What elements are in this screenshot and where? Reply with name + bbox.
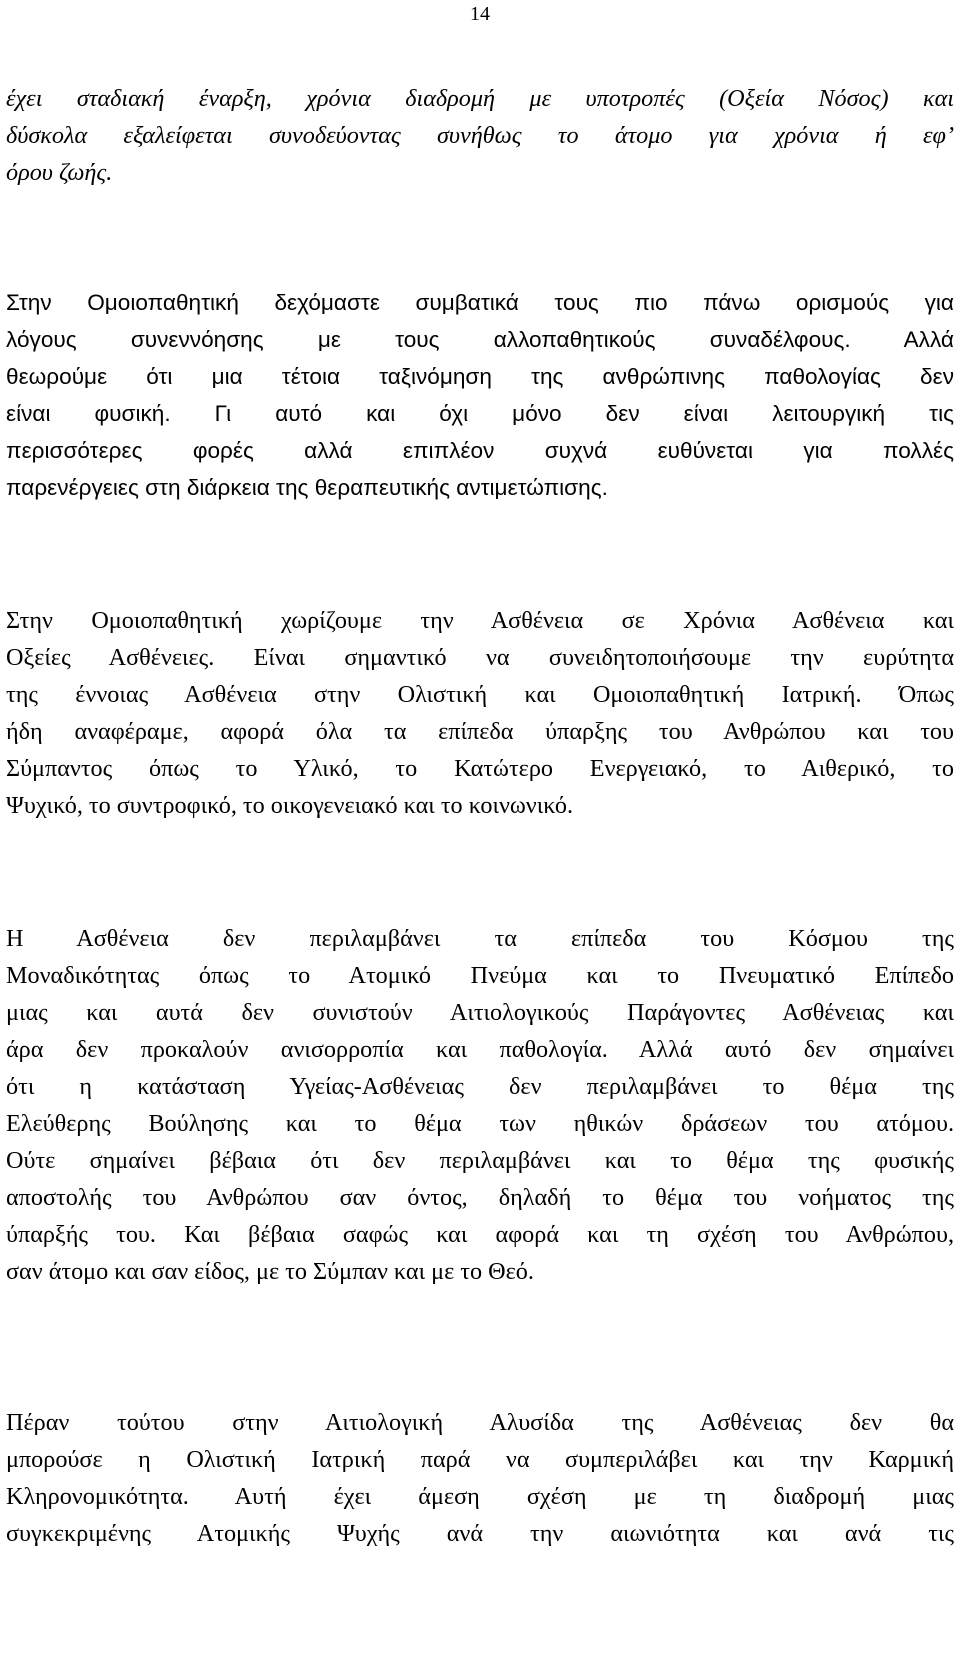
text-line: συγκεκριμένης Ατομικής Ψυχής ανά την αιωνιότητα και ανά τις [6, 1520, 954, 1547]
page-number: 14 [470, 3, 490, 25]
text-line: Η Ασθένεια δεν περιλαμβάνει τα επίπεδα του Κόσμου της [6, 925, 954, 952]
text-line: ότι η κατάσταση Υγείας-Ασθένειας δεν περιλαμβάνει το θέμα της [6, 1073, 954, 1100]
text-line: Ούτε σημαίνει βέβαια ότι δεν περιλαμβάνει και το θέμα της φυσικής [6, 1147, 954, 1174]
text-line: δύσκολα εξαλείφεται συνοδεύοντας συνήθως το άτομο για χρόνια ή εφ’ [6, 122, 954, 149]
text-line: είναι φυσική. Γι αυτό και όχι μόνο δεν είναι λειτουργική τις [6, 401, 954, 426]
text-line: μιας και αυτά δεν συνιστούν Αιτιολογικούς Παράγοντες Ασθένειας και [6, 999, 954, 1026]
text-line: Μοναδικότητας όπως το Ατομικό Πνεύμα και το Πνευματικό Επίπεδο [6, 962, 954, 989]
paragraph-karmic-heredity [6, 1404, 954, 1552]
paragraph-chronic-disease-ending [6, 80, 954, 191]
text-line: άρα δεν προκαλούν ανισορροπία και παθολογία. Αλλά αυτό δεν σημαίνει [6, 1036, 954, 1063]
text-line: έχει σταδιακή έναρξη, χρόνια διαδρομή με υποτροπές (Οξεία Νόσος) και [6, 85, 954, 112]
text-line: Σύμπαντος όπως το Υλικό, το Κατώτερο Ενεργειακό, το Αιθερικό, το [6, 755, 954, 782]
text-line: Ψυχικό, το συντροφικό, το οικογενειακό και το κοινωνικό. [6, 792, 574, 819]
paragraph-conventional-definitions [6, 284, 954, 506]
text-line: Οξείες Ασθένειες. Είναι σημαντικό να συνειδητοποιήσουμε την ευρύτητα [6, 644, 954, 671]
text-line: Στην Ομοιοπαθητική δεχόμαστε συμβατικά τους πιο πάνω ορισμούς για [6, 290, 954, 315]
text-line: Κληρονομικότητα. Αυτή έχει άμεση σχέση με τη διαδρομή μιας [6, 1483, 954, 1510]
paragraph-disease-classification [6, 602, 954, 824]
text-line: ήδη αναφέραμε, αφορά όλα τα επίπεδα ύπαρξης του Ανθρώπου και του [6, 718, 954, 745]
text-line: Ελεύθερης Βούλησης και το θέμα των ηθικών δράσεων του ατόμου. [6, 1110, 954, 1137]
text-line: μπορούσε η Ολιστική Ιατρική παρά να συμπεριλάβει και την Καρμική [6, 1446, 954, 1473]
paragraph-levels-of-uniqueness [6, 920, 954, 1290]
text-line: Στην Ομοιοπαθητική χωρίζουμε την Ασθένεια σε Χρόνια Ασθένεια και [6, 607, 954, 634]
text-line: Πέραν τούτου στην Αιτιολογική Αλυσίδα της Ασθένειας δεν θα [6, 1409, 954, 1436]
text-line: παρενέργειες στη διάρκεια της θεραπευτικής αντιμετώπισης. [6, 475, 608, 500]
text-line: αποστολής του Ανθρώπου σαν όντος, δηλαδή το θέμα του νοήματος της [6, 1184, 954, 1211]
text-line: σαν άτομο και σαν είδος, με το Σύμπαν και με το Θεό. [6, 1258, 534, 1285]
text-line: της έννοιας Ασθένεια στην Ολιστική και Ομοιοπαθητική Ιατρική. Όπως [6, 681, 954, 708]
text-line: ύπαρξής του. Και βέβαια σαφώς και αφορά και τη σχέση του Ανθρώπου, [6, 1221, 954, 1248]
text-line: όρου ζωής. [6, 159, 113, 186]
text-line: περισσότερες φορές αλλά επιπλέον συχνά ευθύνεται για πολλές [6, 438, 954, 463]
text-line: θεωρούμε ότι μια τέτοια ταξινόμηση της ανθρώπινης παθολογίας δεν [6, 364, 954, 389]
text-line: λόγους συνεννόησης με τους αλλοπαθητικούς συναδέλφους. Αλλά [6, 327, 954, 352]
